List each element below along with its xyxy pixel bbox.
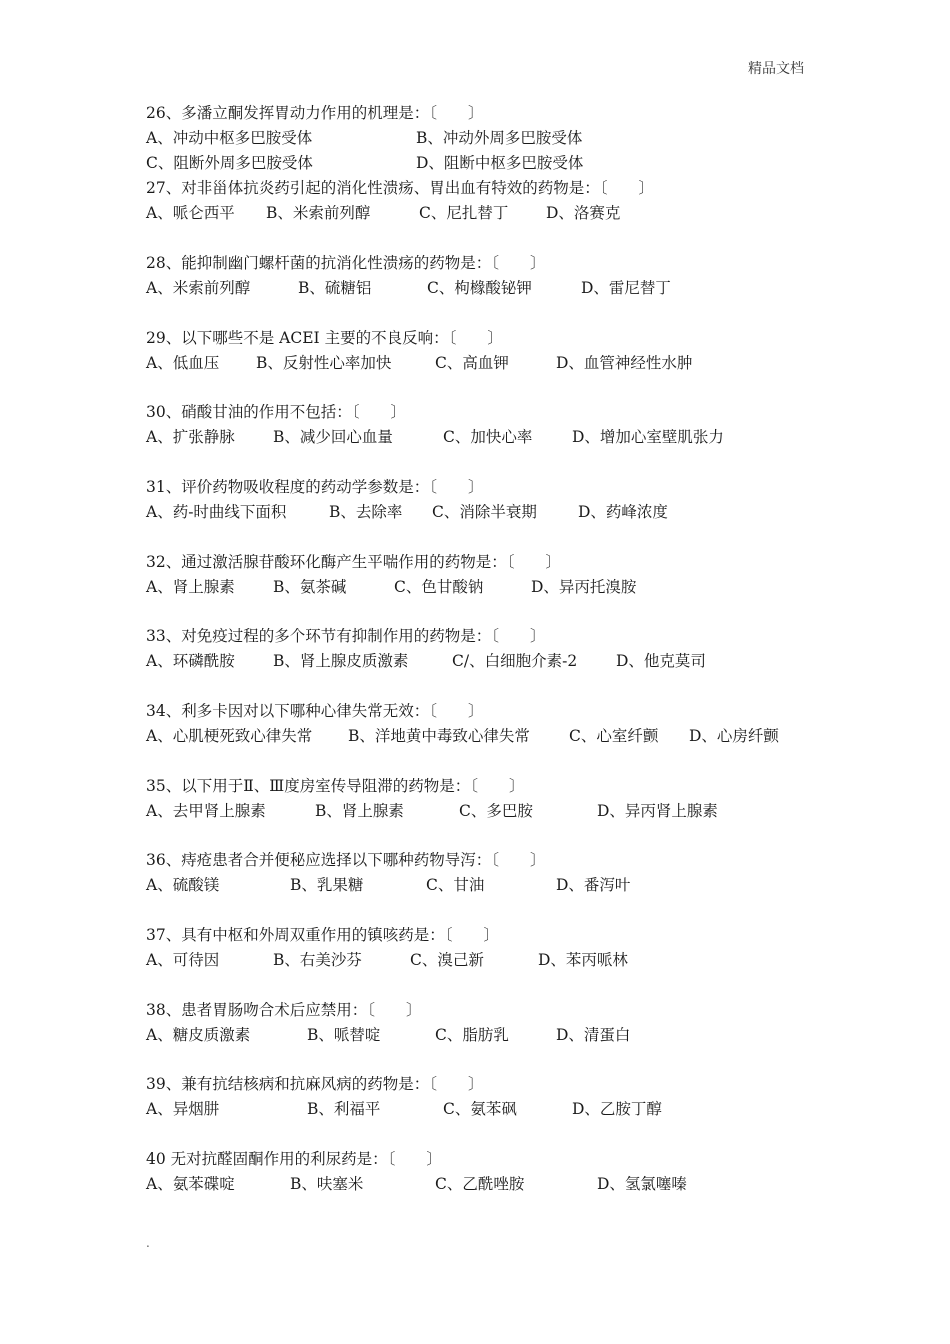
option-d: D、阻断中枢多巴胺受体 [416,154,584,172]
option-d: D、血管神经性水肿 [556,354,693,372]
question-28 [146,251,671,301]
page-footer: . [146,1236,150,1250]
option-b: B、哌替啶 [307,1026,381,1044]
page-header: 精品文档 [748,61,804,77]
question-text: 30、硝酸甘油的作用不包括：〔 〕 [146,403,406,421]
option-row [146,948,628,973]
question-text: 40 无对抗醛固酮作用的利尿药是：〔 〕 [146,1150,442,1168]
option-c: C、甘油 [426,876,485,894]
option-c: C、色甘酸钠 [394,578,484,596]
option-c: C、乙酰唑胺 [435,1175,525,1193]
question-text: 39、兼有抗结核病和抗麻风病的药物是：〔 〕 [146,1075,484,1093]
option-b: B、洋地黄中毒致心律失常 [348,727,530,745]
option-row [146,799,718,824]
option-b: B、肾上腺素 [315,802,404,820]
question-text: 29、以下哪些不是 ACEI 主要的不良反响：〔 〕 [146,329,503,347]
option-row [146,351,693,376]
question-37 [146,923,628,973]
option-row [146,724,779,749]
option-c: C、氨苯砜 [443,1100,517,1118]
option-d: D、乙胺丁醇 [572,1100,662,1118]
option-c: C、枸橼酸铋钾 [427,279,532,297]
question-text: 27、对非甾体抗炎药引起的消化性溃疡、胃出血有特效的药物是：〔 〕 [146,179,654,197]
question-35 [146,774,718,824]
option-a: A、心肌梗死致心律失常 [146,727,313,745]
option-c: C/、白细胞介素-2 [452,652,578,670]
option-row [146,151,584,176]
option-a: A、氨苯碟啶 [146,1175,235,1193]
option-b: B、氨茶碱 [273,578,347,596]
option-c: C、加快心率 [443,428,533,446]
option-b: B、减少回心血量 [273,428,393,446]
option-d: D、苯丙哌林 [538,951,628,969]
option-d: D、氢氯噻嗪 [597,1175,687,1193]
option-row [146,1097,662,1122]
question-text: 37、具有中枢和外周双重作用的镇咳药是：〔 〕 [146,926,499,944]
option-c: C、脂肪乳 [435,1026,509,1044]
option-a: A、肾上腺素 [146,578,235,596]
option-a: A、药-时曲线下面积 [146,503,287,521]
option-b: B、呋塞米 [290,1175,364,1193]
option-a: A、异烟肼 [146,1100,220,1118]
option-row [146,575,637,600]
option-a: A、糖皮质激素 [146,1026,251,1044]
option-a: A、扩张静脉 [146,428,235,446]
question-text: 31、评价药物吸收程度的药动学参数是：〔 〕 [146,478,484,496]
option-a: A、米索前列醇 [146,279,251,297]
option-a: A、环磷酰胺 [146,652,235,670]
question-31 [146,475,668,525]
option-row [146,873,631,898]
question-text: 35、以下用于Ⅱ、Ⅲ度房室传导阻滞的药物是：〔 〕 [146,777,525,795]
option-b: B、利福平 [307,1100,381,1118]
option-b: B、反射性心率加快 [256,354,392,372]
option-d: D、清蛋白 [556,1026,631,1044]
option-d: D、他克莫司 [616,652,706,670]
question-40 [146,1147,687,1197]
option-a: A、冲动中枢多巴胺受体 [146,129,313,147]
option-b: B、米索前列醇 [266,204,371,222]
option-b: B、冲动外周多巴胺受体 [416,129,583,147]
option-c: C、消除半衰期 [432,503,537,521]
option-d: D、番泻叶 [556,876,631,894]
question-27 [146,176,654,226]
option-c: C、心室纤颤 [569,727,659,745]
option-b: B、硫糖铝 [298,279,372,297]
question-text: 34、利多卡因对以下哪种心律失常无效：〔 〕 [146,702,484,720]
option-c: C、多巴胺 [459,802,533,820]
option-row [146,649,706,674]
option-c: C、溴己新 [410,951,484,969]
question-text: 33、对免疫过程的多个环节有抑制作用的药物是：〔 〕 [146,627,546,645]
question-34 [146,699,779,749]
option-b: B、乳果糖 [290,876,364,894]
option-d: D、雷尼替丁 [581,279,671,297]
option-row [146,1023,631,1048]
option-a: A、去甲肾上腺素 [146,802,266,820]
option-d: D、异丙托溴胺 [531,578,637,596]
question-38 [146,998,631,1048]
question-29 [146,326,693,376]
question-text: 26、多潘立酮发挥胃动力作用的机理是：〔 〕 [146,104,484,122]
option-c: C、高血钾 [435,354,509,372]
question-30 [146,400,724,450]
question-text: 36、痔疮患者合并便秘应选择以下哪种药物导泻：〔 〕 [146,851,546,869]
question-text: 38、患者胃肠吻合术后应禁用：〔 〕 [146,1001,422,1019]
option-b: B、肾上腺皮质激素 [273,652,409,670]
option-row [146,201,654,226]
option-d: D、增加心室壁肌张力 [572,428,724,446]
option-c: C、阻断外周多巴胺受体 [146,154,313,172]
question-26 [146,101,584,176]
option-row [146,276,671,301]
option-a: A、硫酸镁 [146,876,220,894]
question-39 [146,1072,662,1122]
option-b: B、去除率 [329,503,403,521]
option-row [146,500,668,525]
question-32 [146,550,637,600]
option-c: C、尼扎替丁 [419,204,509,222]
question-text: 28、能抑制幽门螺杆菌的抗消化性溃疡的药物是：〔 〕 [146,254,546,272]
option-a: A、低血压 [146,354,220,372]
option-row [146,126,583,151]
option-d: D、药峰浓度 [578,503,668,521]
question-36 [146,848,631,898]
option-d: D、异丙肾上腺素 [597,802,718,820]
option-row [146,1172,687,1197]
option-d: D、心房纤颤 [689,727,779,745]
option-b: B、右美沙芬 [273,951,362,969]
question-text: 32、通过激活腺苷酸环化酶产生平喘作用的药物是：〔 〕 [146,553,561,571]
option-a: A、哌仑西平 [146,204,235,222]
option-row [146,425,724,450]
option-a: A、可待因 [146,951,220,969]
question-33 [146,624,706,674]
option-d: D、洛赛克 [546,204,621,222]
